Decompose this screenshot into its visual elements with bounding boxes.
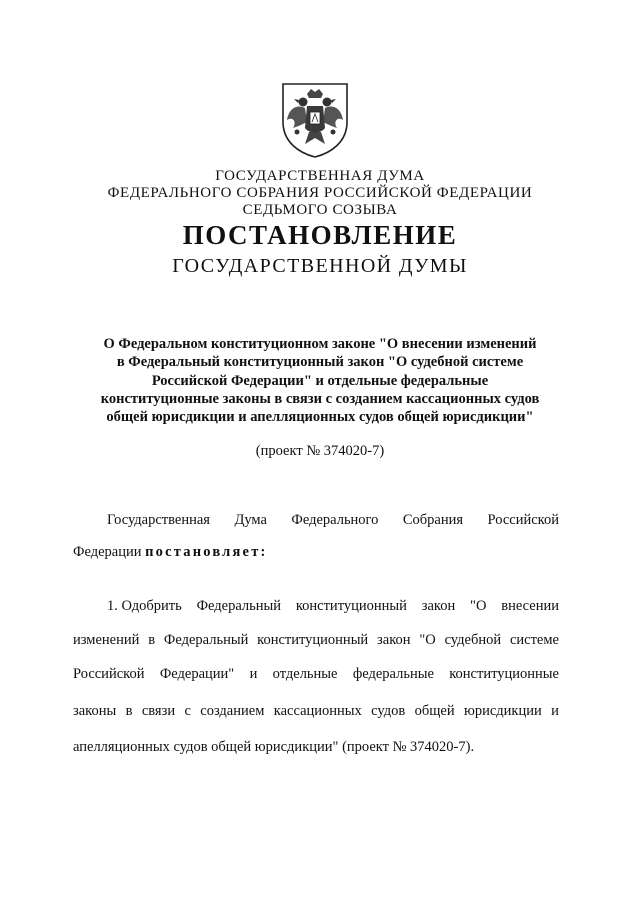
- paragraph-1-line-1: [107, 597, 559, 615]
- paragraph-word: "О: [470, 598, 487, 614]
- document-subtitle: ГОСУДАРСТВЕННОЙ ДУМЫ: [172, 255, 468, 277]
- paragraph-word: законы: [73, 703, 117, 719]
- intro-line-2: [73, 543, 268, 561]
- intro-line-2-prefix: Федерации: [73, 544, 142, 560]
- org-name-line-3: СЕДЬМОГО СОЗЫВА: [242, 202, 398, 218]
- paragraph-word: юрисдикции: [463, 703, 542, 719]
- paragraph-word: конституционный: [295, 598, 407, 614]
- paragraph-word: судебной: [444, 632, 502, 648]
- intro-word: Федерального: [291, 512, 379, 528]
- document-type-title: ПОСТАНОВЛЕНИЕ: [182, 220, 458, 250]
- paragraph-word: конституционные: [449, 666, 559, 682]
- paragraph-word: 1. Одобрить: [107, 598, 182, 614]
- project-number: (проект № 374020-7): [255, 443, 385, 459]
- paragraph-1-line-3: [73, 665, 559, 683]
- paragraph-word: отдельные: [272, 666, 338, 682]
- paragraph-word: в: [148, 632, 156, 648]
- intro-word: Государственная: [107, 512, 210, 528]
- paragraph-word: изменений: [73, 632, 140, 648]
- paragraph-word: созданием: [200, 703, 265, 719]
- org-name-line-1: ГОСУДАРСТВЕННАЯ ДУМА: [215, 168, 425, 184]
- paragraph-word: Российской: [73, 666, 145, 682]
- paragraph-word: судов: [371, 703, 406, 719]
- paragraph-word: внесении: [501, 598, 559, 614]
- org-name-line-2: ФЕДЕРАЛЬНОГО СОБРАНИЯ РОССИЙСКОЙ ФЕДЕРАЦИИ: [107, 185, 533, 201]
- paragraph-word: закон: [377, 632, 411, 648]
- paragraph-1-line-2: [73, 631, 559, 649]
- paragraph-word: общей: [414, 703, 455, 719]
- paragraph-word: и: [551, 703, 559, 719]
- paragraph-word: системе: [509, 632, 559, 648]
- paragraph-word: Федеральный: [196, 598, 282, 614]
- intro-word: Дума: [234, 512, 267, 528]
- paragraph-word: конституционный: [257, 632, 369, 648]
- document-subject: О Федеральном конституционном законе "О внесении изменений в Федеральный конституционный закон "О судебной системе Российской Федерации" и отдельные федеральные конституционные законы в связи с созданием кассационных судов общей юрисдикции и апелляционных судов общей юрисдикции": [100, 336, 540, 426]
- paragraph-1-line-4: [73, 702, 559, 720]
- paragraph-word: Федеральный: [163, 632, 249, 648]
- intro-word: Российской: [487, 512, 559, 528]
- paragraph-word: и: [249, 666, 258, 682]
- paragraph-word: в: [125, 703, 133, 719]
- intro-word: Собрания: [402, 512, 464, 528]
- intro-line-1: [107, 511, 559, 529]
- paragraph-word: связи: [141, 703, 176, 719]
- paragraph-word: "О: [419, 632, 436, 648]
- paragraph-1-line-5: апелляционных судов общей юрисдикции" (проект № 374020-7).: [73, 739, 475, 755]
- paragraph-word: кассационных: [273, 703, 362, 719]
- russian-coat-of-arms-icon: [275, 80, 355, 160]
- paragraph-word: с: [184, 703, 191, 719]
- resolves-keyword: постановляет:: [145, 544, 268, 560]
- paragraph-word: закон: [421, 598, 456, 614]
- paragraph-word: федеральные: [352, 666, 434, 682]
- paragraph-word: Федерации": [159, 666, 235, 682]
